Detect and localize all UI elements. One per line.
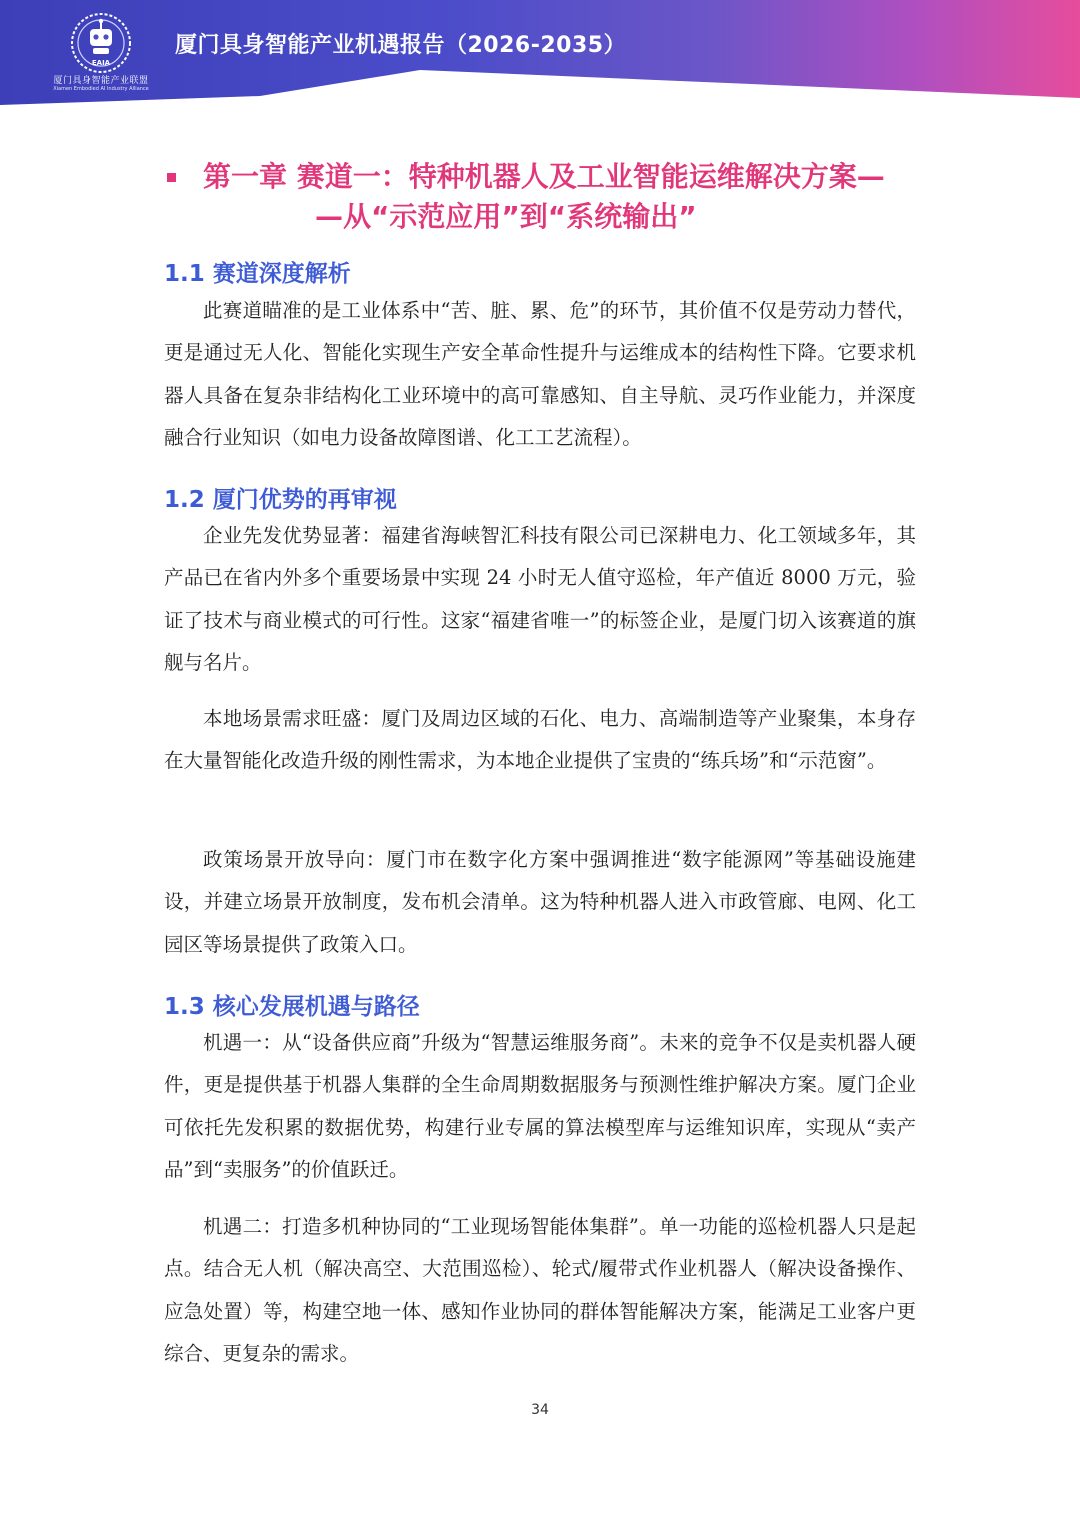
paragraph: 机遇二：打造多机种协同的“工业现场智能体集群”。单一功能的巡检机器人只是起点。结合无人机（解决高空、大范围巡检）、轮式/履带式作业机器人（解决设备操作、应急处置）等，构建空地一体、感知作业协同的群体智能解决方案，能满足工业客户更综合、更复杂的需求。: [164, 1215, 916, 1365]
paragraph: 此赛道瞄准的是工业体系中“苦、脏、累、危”的环节，其价值不仅是劳动力替代，更是通过无人化、智能化实现生产安全革命性提升与运维成本的结构性下降。它要求机器人具备在复杂非结构化工业环境中的高可靠感知、自主导航、灵巧作业能力，并深度融合行业知识（如电力设备故障图谱、化工工艺流程）。: [164, 299, 916, 449]
chapter-title-line1: 第一章 赛道一：特种机器人及工业智能运维解决方案—: [203, 160, 885, 193]
section-heading-1-3: 1.3 核心发展机遇与路径: [164, 994, 420, 1020]
paragraph: 机遇一：从“设备供应商”升级为“智慧运维服务商”。未来的竞争不仅是卖机器人硬件，更是提供基于机器人集群的全生命周期数据服务与预测性维护解决方案。厦门企业可依托先发积累的数据优势，构建行业专属的算法模型库与运维知识库，实现从“卖产品”到“卖服务”的价值跃迁。: [164, 1031, 916, 1181]
section-heading-1-2: 1.2 厦门优势的再审视: [164, 487, 397, 513]
logo-text: EAIA: [91, 59, 111, 67]
robot-head-icon: [70, 12, 132, 74]
page-header: [0, 0, 1080, 105]
page-number: 34: [531, 1402, 549, 1418]
org-name: 厦门具身智能产业联盟: [53, 76, 149, 86]
chapter-title-line2: —从“示范应用”到“系统输出”: [315, 200, 697, 233]
report-title: 厦门具身智能产业机遇报告（2026-2035）: [175, 33, 627, 58]
paragraph: 政策场景开放导向：厦门市在数字化方案中强调推进“数字能源网”等基础设施建设，并建立场景开放制度，发布机会清单。这为特种机器人进入市政管廊、电网、化工园区等场景提供了政策入口。: [164, 848, 916, 956]
paragraph: 本地场景需求旺盛：厦门及周边区域的石化、电力、高端制造等产业聚集，本身存在大量智能化改造升级的刚性需求，为本地企业提供了宝贵的“练兵场”和“示范窗”。: [164, 707, 916, 773]
section-heading-1-1: 1.1 赛道深度解析: [164, 261, 351, 287]
org-name-en: Xiamen Embodied AI Industry Alliance: [53, 86, 149, 92]
paragraph: 企业先发优势显著：福建省海峡智汇科技有限公司已深耕电力、化工领域多年，其产品已在省内外多个重要场景中实现 24 小时无人值守巡检，年产值近 8000 万元，验证了技术与商业模式的可行性。这家“福建省唯一”的标签企业，是厦门切入该赛道的旗舰与名片。: [164, 524, 916, 674]
chapter-bullet: [167, 173, 176, 182]
